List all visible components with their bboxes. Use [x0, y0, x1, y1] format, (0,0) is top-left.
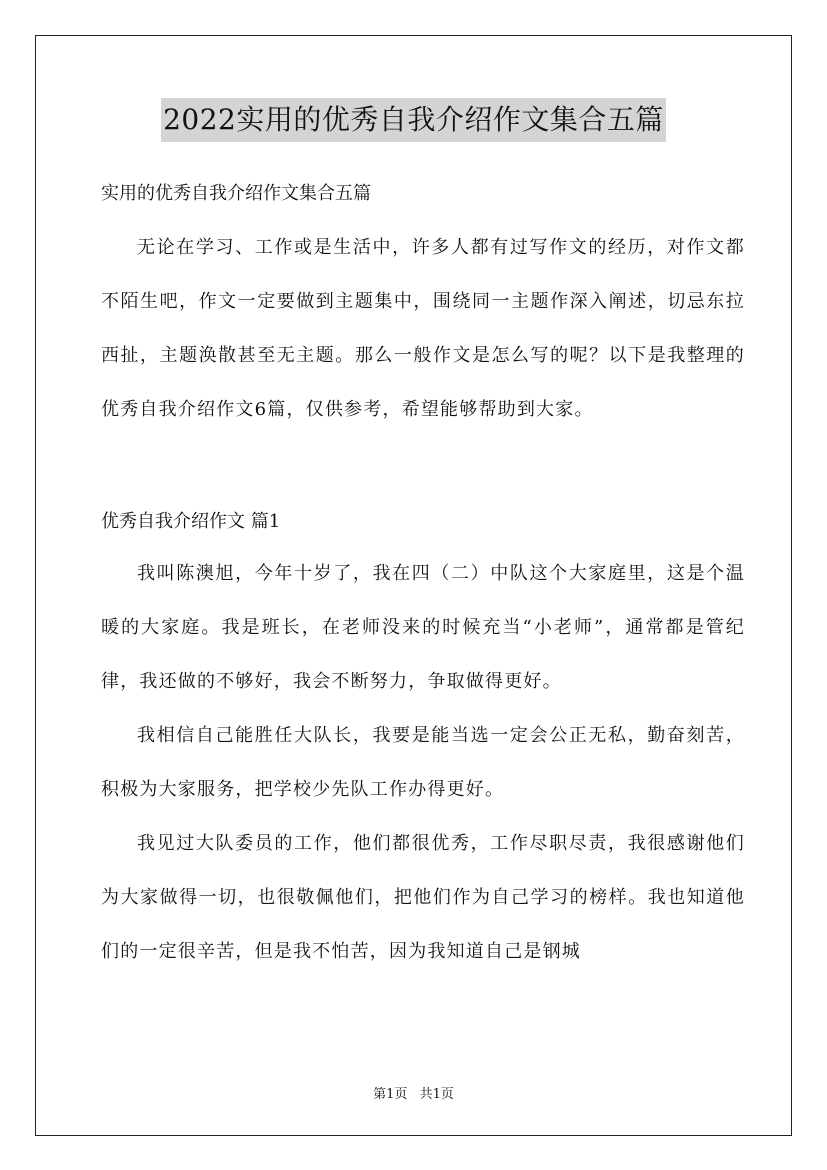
title-container	[0, 98, 827, 142]
body-paragraph: 我见过大队委员的工作，他们都很优秀，工作尽职尽责，我很感谢他们为大家做得一切，也很敬佩他们，把他们作为自己学习的榜样。我也知道他们的一定很辛苦，但是我不怕苦，因为我知道自己是钢城	[101, 833, 745, 962]
page-total: 共1页	[419, 1087, 454, 1102]
page-footer	[0, 1083, 827, 1102]
body-paragraph: 我叫陈澳旭，今年十岁了，我在四（二）中队这个大家庭里，这是个温暖的大家庭。我是班长，在老师没来的时候充当“小老师”，通常都是管纪律，我还做的不够好，我会不断努力，争取做得更好。	[101, 563, 745, 692]
document-body	[101, 175, 745, 979]
body-paragraph: 我相信自己能胜任大队长，我要是能当选一定会公正无私，勤奋刻苦，积极为大家服务，把学校少先队工作办得更好。	[101, 725, 745, 800]
document-title: 2022实用的优秀自我介绍作文集合五篇	[161, 98, 666, 142]
document-subtitle: 实用的优秀自我介绍作文集合五篇	[101, 183, 371, 204]
section-heading: 优秀自我介绍作文 篇1	[101, 511, 281, 532]
page-number: 第1页	[373, 1087, 408, 1102]
intro-paragraph: 无论在学习、工作或是生活中，许多人都有过写作文的经历，对作文都不陌生吧，作文一定要做到主题集中，围绕同一主题作深入阐述，切忌东拉西扯，主题涣散甚至无主题。那么一般作文是怎么写的呢？以下是我整理的优秀自我介绍作文6篇，仅供参考，希望能够帮助到大家。	[101, 237, 745, 420]
